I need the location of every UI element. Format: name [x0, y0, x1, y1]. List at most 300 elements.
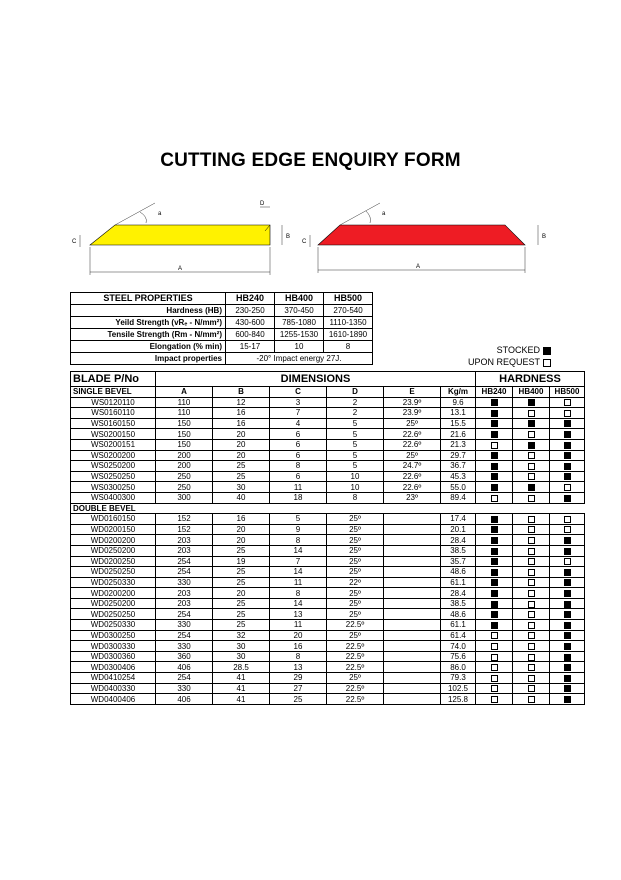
table-row	[71, 492, 585, 503]
table-row	[71, 694, 585, 705]
blade-pno: WS0300250	[71, 482, 156, 493]
request-square-icon	[564, 558, 571, 565]
table-row	[71, 514, 585, 525]
hardness-cell	[550, 429, 585, 440]
props-value: 370-450	[275, 305, 324, 317]
blade-dim: 28.4	[441, 588, 476, 599]
blade-dim: 20	[213, 429, 270, 440]
single-bevel-label: SINGLE BEVEL	[71, 387, 156, 398]
stocked-square-icon	[491, 537, 498, 544]
table-row	[71, 545, 585, 556]
blade-dim: 28.4	[441, 535, 476, 546]
hardness-cell	[476, 662, 513, 673]
table-row	[71, 588, 585, 599]
hardness-cell	[550, 630, 585, 641]
blade-dim-empty	[384, 535, 441, 546]
blade-pno: WD0300360	[71, 651, 156, 662]
blade-dim: 254	[156, 556, 213, 567]
request-square-icon	[491, 442, 498, 449]
blade-dim: 20	[213, 439, 270, 450]
stocked-square-icon	[491, 611, 498, 618]
blade-pno: WD0300406	[71, 662, 156, 673]
blade-dim: 203	[156, 535, 213, 546]
props-value: 10	[275, 341, 324, 353]
blade-col-header: HB400	[513, 387, 550, 398]
props-label: Yeild Strength (vRₑ - N/mm²)	[71, 317, 226, 329]
hardness-cell	[476, 471, 513, 482]
blade-dim: 22º	[327, 577, 384, 588]
blade-dim: 22.5º	[327, 683, 384, 694]
blade-dim: 254	[156, 630, 213, 641]
blade-dim: 23.9º	[384, 397, 441, 408]
blade-dim: 30	[213, 651, 270, 662]
blade-dim: 55.0	[441, 482, 476, 493]
blade-dim: 48.6	[441, 609, 476, 620]
hardness-cell	[476, 397, 513, 408]
blade-dim: 7	[270, 556, 327, 567]
blade-dim: 20.1	[441, 524, 476, 535]
label-b-double: B	[542, 234, 547, 240]
props-value: -20° Impact energy 27J.	[226, 353, 373, 365]
blade-col-header: B	[213, 387, 270, 398]
blade-dim: 74.0	[441, 641, 476, 652]
hardness-cell	[476, 598, 513, 609]
table-row	[71, 429, 585, 440]
blade-dim: 254	[156, 673, 213, 684]
request-square-icon	[528, 495, 535, 502]
blade-dim: 6	[270, 450, 327, 461]
blade-dim: 14	[270, 545, 327, 556]
blade-pno: WD0200200	[71, 588, 156, 599]
props-header-cell: HB500	[324, 293, 373, 305]
table-row	[71, 482, 585, 493]
blade-dim: 86.0	[441, 662, 476, 673]
hardness-cell	[513, 418, 550, 429]
request-square-icon	[491, 675, 498, 682]
hardness-cell	[550, 588, 585, 599]
legend-stocked: STOCKED	[468, 344, 551, 356]
hardness-cell	[513, 683, 550, 694]
hardness-cell	[550, 471, 585, 482]
blade-dim: 30	[213, 641, 270, 652]
blade-dim: 110	[156, 408, 213, 419]
blade-dim: 40	[213, 492, 270, 503]
blade-dim: 28.5	[213, 662, 270, 673]
props-row	[71, 305, 373, 317]
props-value: 15-17	[226, 341, 275, 353]
hardness-cell	[550, 439, 585, 450]
stocked-square-icon	[543, 347, 551, 355]
props-label: Tensile Strength (Rm - N/mm²)	[71, 329, 226, 341]
blade-dim-empty	[384, 588, 441, 599]
hardness-cell	[550, 641, 585, 652]
blade-dim: 8	[270, 651, 327, 662]
blade-dim: 406	[156, 662, 213, 673]
hardness-cell	[476, 673, 513, 684]
hardness-cell	[550, 545, 585, 556]
single-bevel-diagram	[72, 201, 290, 275]
blade-pno: WD0200150	[71, 524, 156, 535]
blade-dim: 8	[327, 492, 384, 503]
table-row	[71, 609, 585, 620]
props-header-cell: STEEL PROPERTIES	[71, 293, 226, 305]
hardness-cell	[513, 439, 550, 450]
blade-dim: 4	[270, 418, 327, 429]
hardness-cell	[513, 545, 550, 556]
blade-pno: WS0200200	[71, 450, 156, 461]
blade-dim-empty	[384, 567, 441, 578]
blade-dim: 61.1	[441, 620, 476, 631]
blade-dim: 110	[156, 397, 213, 408]
blade-dim-empty	[384, 577, 441, 588]
blade-col-header: HB500	[550, 387, 585, 398]
stocked-square-icon	[491, 601, 498, 608]
blade-dim: 11	[270, 482, 327, 493]
blade-dim: 5	[327, 429, 384, 440]
blade-dim: 11	[270, 577, 327, 588]
hardness-cell	[550, 482, 585, 493]
blade-dim: 9.6	[441, 397, 476, 408]
hardness-cell	[513, 461, 550, 472]
table-row	[71, 450, 585, 461]
props-value: 1610-1890	[324, 329, 373, 341]
blade-dim: 330	[156, 641, 213, 652]
blade-dim: 254	[156, 567, 213, 578]
blade-dim: 25º	[327, 545, 384, 556]
label-c-double: C	[302, 239, 307, 245]
props-label: Impact properties	[71, 353, 226, 365]
blade-dim-empty	[384, 556, 441, 567]
blade-dim: 61.4	[441, 630, 476, 641]
table-row	[71, 673, 585, 684]
hardness-cell	[550, 609, 585, 620]
blade-dim: 25	[213, 620, 270, 631]
blade-dim: 15.5	[441, 418, 476, 429]
blade-dim: 27	[270, 683, 327, 694]
request-square-icon	[528, 569, 535, 576]
hardness-cell	[476, 450, 513, 461]
hardness-cell	[476, 545, 513, 556]
blade-dim: 22.5º	[327, 694, 384, 705]
blade-dim: 8	[270, 461, 327, 472]
stocked-square-icon	[564, 463, 571, 470]
stocked-square-icon	[491, 452, 498, 459]
hardness-cell	[513, 662, 550, 673]
hardness-cell	[550, 408, 585, 419]
stocked-square-icon	[564, 569, 571, 576]
blade-dim: 18	[270, 492, 327, 503]
request-square-icon	[528, 473, 535, 480]
table-row	[71, 651, 585, 662]
blade-dim-empty	[384, 662, 441, 673]
hardness-cell	[476, 429, 513, 440]
blade-dim: 23º	[384, 492, 441, 503]
hardness-cell	[513, 609, 550, 620]
blade-dim: 203	[156, 588, 213, 599]
request-square-icon	[528, 654, 535, 661]
stocked-square-icon	[564, 622, 571, 629]
blade-dim-empty	[384, 609, 441, 620]
stocked-square-icon	[564, 420, 571, 427]
blade-pno: WD0250330	[71, 620, 156, 631]
blade-dim: 20	[213, 524, 270, 535]
blade-dim: 21.3	[441, 439, 476, 450]
hardness-cell	[476, 577, 513, 588]
blade-header-top	[71, 372, 585, 387]
hardness-cell	[513, 673, 550, 684]
blade-dim-empty	[384, 514, 441, 525]
props-row	[71, 329, 373, 341]
hardness-header: HARDNESS	[476, 372, 585, 387]
hardness-cell	[513, 694, 550, 705]
blade-dim: 25º	[384, 450, 441, 461]
blade-dim: 25	[213, 471, 270, 482]
label-len-single: A	[178, 266, 183, 272]
table-row	[71, 397, 585, 408]
table-row	[71, 408, 585, 419]
blade-pno: WS0250250	[71, 471, 156, 482]
blade-pno: WS0160150	[71, 418, 156, 429]
stocked-square-icon	[564, 548, 571, 555]
stocked-square-icon	[491, 548, 498, 555]
request-square-icon	[564, 399, 571, 406]
props-value: 230-250	[226, 305, 275, 317]
blade-dim: 16	[213, 408, 270, 419]
hardness-cell	[550, 567, 585, 578]
blade-dim: 8	[270, 588, 327, 599]
blade-dim: 22.6º	[384, 471, 441, 482]
stocked-square-icon	[528, 399, 535, 406]
stocked-square-icon	[491, 579, 498, 586]
hardness-cell	[550, 694, 585, 705]
blade-dim: 48.6	[441, 567, 476, 578]
blade-dim: 41	[213, 694, 270, 705]
dimensions-header: DIMENSIONS	[156, 372, 476, 387]
hardness-cell	[550, 418, 585, 429]
hardness-cell	[513, 524, 550, 535]
stocked-square-icon	[491, 484, 498, 491]
blade-dim: 25	[213, 609, 270, 620]
blade-dim: 150	[156, 418, 213, 429]
blade-dim: 152	[156, 524, 213, 535]
stocked-square-icon	[491, 463, 498, 470]
hardness-cell	[476, 683, 513, 694]
blade-dim: 22.5º	[327, 641, 384, 652]
request-square-icon	[528, 643, 535, 650]
hardness-cell	[513, 482, 550, 493]
stocked-square-icon	[491, 590, 498, 597]
blade-pno: WD0300330	[71, 641, 156, 652]
blade-dim: 38.5	[441, 598, 476, 609]
blade-pno: WS0200151	[71, 439, 156, 450]
hardness-cell	[476, 524, 513, 535]
request-square-icon	[528, 526, 535, 533]
hardness-cell	[513, 588, 550, 599]
props-header-row	[71, 293, 373, 305]
stocked-square-icon	[564, 473, 571, 480]
stocked-square-icon	[491, 526, 498, 533]
blade-dim: 25	[213, 577, 270, 588]
blade-dim: 254	[156, 609, 213, 620]
stocked-square-icon	[564, 643, 571, 650]
blade-dim: 8	[270, 535, 327, 546]
blade-dim: 21.6	[441, 429, 476, 440]
hardness-cell	[550, 556, 585, 567]
stocked-square-icon	[564, 664, 571, 671]
blade-dim: 30	[213, 482, 270, 493]
blade-dim: 406	[156, 694, 213, 705]
blade-dim: 150	[156, 429, 213, 440]
stocked-square-icon	[491, 473, 498, 480]
blade-dim: 25º	[327, 630, 384, 641]
props-header-cell: HB240	[226, 293, 275, 305]
table-row	[71, 556, 585, 567]
hardness-cell	[476, 567, 513, 578]
request-square-icon	[491, 643, 498, 650]
blade-dim: 25	[213, 461, 270, 472]
stocked-square-icon	[491, 410, 498, 417]
hardness-cell	[513, 630, 550, 641]
blade-dim: 25	[213, 545, 270, 556]
blade-dim: 24.7º	[384, 461, 441, 472]
legend	[468, 344, 551, 368]
blade-dim: 7	[270, 408, 327, 419]
blade-dim: 6	[270, 471, 327, 482]
hardness-cell	[550, 461, 585, 472]
hardness-cell	[476, 651, 513, 662]
blade-col-header: Kg/m	[441, 387, 476, 398]
blade-pno: WS0120110	[71, 397, 156, 408]
blade-dim: 32	[213, 630, 270, 641]
stocked-square-icon	[491, 420, 498, 427]
request-square-icon	[528, 601, 535, 608]
hardness-cell	[476, 588, 513, 599]
hardness-cell	[513, 514, 550, 525]
hardness-cell	[513, 641, 550, 652]
stocked-square-icon	[564, 654, 571, 661]
blade-dim: 20	[213, 535, 270, 546]
table-row	[71, 641, 585, 652]
blade-dim: 35.7	[441, 556, 476, 567]
blade-col-header: E	[384, 387, 441, 398]
hardness-cell	[476, 694, 513, 705]
hardness-cell	[513, 577, 550, 588]
blade-dim: 25º	[327, 588, 384, 599]
legend-upon-request: UPON REQUEST	[468, 356, 551, 368]
props-value: 1110-1350	[324, 317, 373, 329]
stocked-square-icon	[564, 495, 571, 502]
stocked-square-icon	[564, 537, 571, 544]
blade-dim: 6	[270, 429, 327, 440]
hardness-cell	[513, 556, 550, 567]
request-square-icon	[564, 484, 571, 491]
double-bevel-diagram	[302, 203, 546, 273]
request-square-icon	[491, 685, 498, 692]
blade-dim: 3	[270, 397, 327, 408]
stocked-square-icon	[564, 685, 571, 692]
request-square-icon	[528, 590, 535, 597]
blade-dim: 20	[213, 588, 270, 599]
blade-dim: 16	[270, 641, 327, 652]
table-row	[71, 577, 585, 588]
hardness-cell	[476, 482, 513, 493]
blade-col-header: C	[270, 387, 327, 398]
stocked-square-icon	[564, 675, 571, 682]
blade-dim: 20	[270, 630, 327, 641]
hardness-cell	[513, 651, 550, 662]
blade-dim: 13	[270, 609, 327, 620]
blade-pno: WD0250250	[71, 609, 156, 620]
blade-pno: WD0300250	[71, 630, 156, 641]
blade-pno: WD0400406	[71, 694, 156, 705]
hardness-cell	[513, 471, 550, 482]
props-label: Elongation (% min)	[71, 341, 226, 353]
blade-dim: 29.7	[441, 450, 476, 461]
stocked-square-icon	[564, 601, 571, 608]
stocked-square-icon	[491, 516, 498, 523]
blade-dim: 2	[327, 397, 384, 408]
blade-pno: WS0200150	[71, 429, 156, 440]
request-square-icon	[528, 622, 535, 629]
stocked-square-icon	[564, 442, 571, 449]
hardness-cell	[550, 524, 585, 535]
blade-dim: 150	[156, 439, 213, 450]
page-title: CUTTING EDGE ENQUIRY FORM	[160, 150, 461, 171]
hardness-cell	[476, 492, 513, 503]
blade-dim: 300	[156, 492, 213, 503]
hardness-cell	[476, 630, 513, 641]
hardness-cell	[513, 450, 550, 461]
blade-dim: 25º	[327, 598, 384, 609]
request-square-icon	[528, 431, 535, 438]
blade-dim: 25º	[327, 556, 384, 567]
request-square-icon	[543, 359, 551, 367]
stocked-square-icon	[528, 442, 535, 449]
table-row	[71, 598, 585, 609]
hardness-cell	[476, 609, 513, 620]
request-square-icon	[528, 548, 535, 555]
blade-dim: 13.1	[441, 408, 476, 419]
hardness-cell	[550, 514, 585, 525]
props-value: 600-840	[226, 329, 275, 341]
blade-dim: 6	[270, 439, 327, 450]
blade-pno: WS0400300	[71, 492, 156, 503]
hardness-cell	[550, 397, 585, 408]
request-square-icon	[491, 632, 498, 639]
blade-col-header: A	[156, 387, 213, 398]
hardness-cell	[550, 535, 585, 546]
blade-dim-empty	[384, 545, 441, 556]
blade-dim: 75.6	[441, 651, 476, 662]
blade-dim: 360	[156, 651, 213, 662]
blade-dim: 10	[327, 482, 384, 493]
hardness-cell	[550, 577, 585, 588]
hardness-cell	[550, 598, 585, 609]
request-square-icon	[528, 452, 535, 459]
blade-dim: 152	[156, 514, 213, 525]
request-square-icon	[528, 685, 535, 692]
red-blade-shape	[318, 225, 525, 245]
request-square-icon	[528, 516, 535, 523]
blade-dim: 16	[213, 418, 270, 429]
blade-pno: WD0250330	[71, 577, 156, 588]
blade-dim: 79.3	[441, 673, 476, 684]
blade-pno: WD0410254	[71, 673, 156, 684]
request-square-icon	[564, 516, 571, 523]
blade-dim: 20	[213, 450, 270, 461]
blade-dim-empty	[384, 630, 441, 641]
blade-dim: 38.5	[441, 545, 476, 556]
